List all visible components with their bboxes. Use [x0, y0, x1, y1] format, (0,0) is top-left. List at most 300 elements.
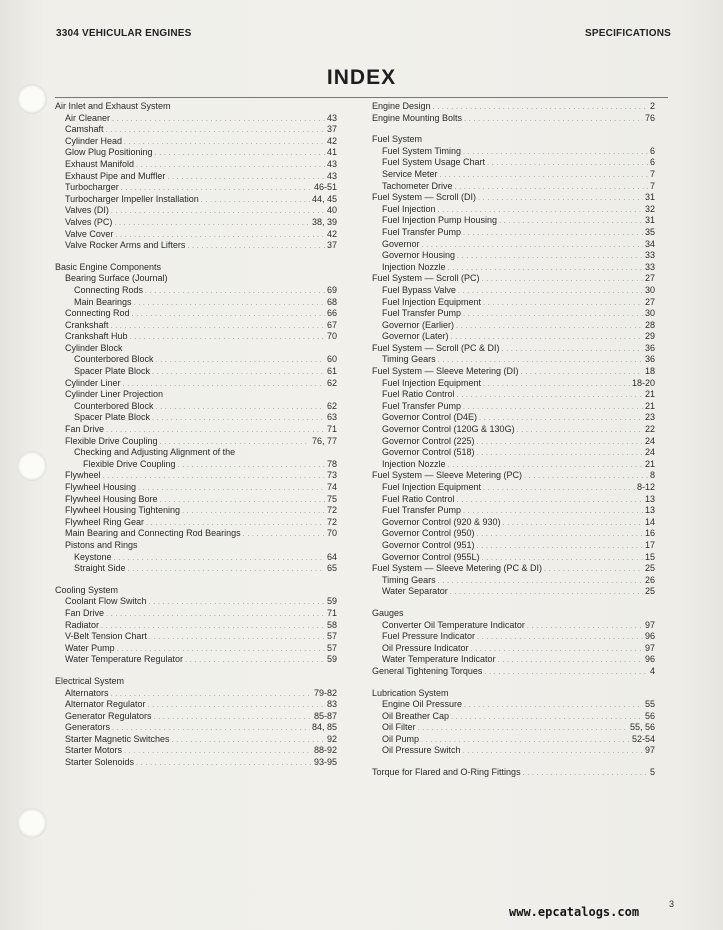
- index-entry-page: 33: [644, 261, 655, 272]
- index-entry[interactable]: [372, 745, 655, 757]
- index-entry[interactable]: [55, 494, 337, 506]
- section-gap: [372, 124, 655, 134]
- index-entry-label: Water Temperature Indicator: [382, 654, 496, 665]
- index-entry[interactable]: [55, 297, 337, 309]
- section-gap: [55, 252, 337, 262]
- index-entry-label: Fuel Transfer Pump: [382, 505, 462, 516]
- index-entry[interactable]: [55, 654, 337, 666]
- index-entry[interactable]: [55, 182, 337, 194]
- index-entry-page: 34: [644, 238, 655, 249]
- index-entry-label: Cylinder Liner: [65, 377, 121, 388]
- index-entry-label: Coolant Flow Switch: [65, 596, 147, 607]
- index-entry[interactable]: [55, 217, 337, 229]
- index-entry-page: 55, 56: [629, 722, 655, 733]
- index-entry[interactable]: [372, 389, 655, 401]
- index-entry-page: 43: [326, 112, 337, 123]
- index-entry[interactable]: [55, 447, 337, 459]
- index-entry-label: Oil Pump: [382, 733, 420, 744]
- index-entry[interactable]: [372, 331, 655, 343]
- index-entry-page: 40: [326, 205, 337, 216]
- index-section-entry[interactable]: [372, 608, 655, 620]
- index-entry-label: Governor Control (950): [382, 528, 475, 539]
- index-entry-page: 62: [326, 377, 337, 388]
- index-entry-label: Fuel Transfer Pump: [382, 400, 462, 411]
- index-entry-label: Air Inlet and Exhaust System: [55, 101, 171, 111]
- index-entry[interactable]: [55, 528, 337, 540]
- index-entry-label: Bearing Surface (Journal): [65, 273, 168, 284]
- index-entry-label: Turbocharger Impeller Installation: [65, 193, 199, 204]
- index-entry[interactable]: [372, 517, 655, 529]
- index-entry-page: 18: [644, 366, 655, 377]
- index-entry-page: 57: [326, 631, 337, 642]
- index-entry[interactable]: [55, 320, 337, 332]
- index-entry-label: Governor Control (518): [382, 447, 475, 458]
- index-entry-label: Fuel Injection Equipment: [382, 482, 482, 492]
- index-entry[interactable]: [372, 494, 655, 506]
- index-entry-label: Flywheel Housing Tightening: [65, 505, 181, 516]
- index-section-entry[interactable]: [372, 666, 655, 678]
- index-entry-label: Electrical System: [55, 675, 125, 686]
- index-entry[interactable]: [55, 505, 337, 517]
- index-entry-page: 60: [326, 354, 337, 365]
- index-entry[interactable]: [55, 113, 337, 125]
- index-entry[interactable]: [55, 734, 337, 746]
- index-entry-page: 61: [326, 366, 337, 377]
- index-entry-label: Engine Mounting Bolts: [372, 112, 463, 123]
- index-entry[interactable]: [372, 262, 655, 274]
- index-section-entry[interactable]: [372, 101, 655, 113]
- index-entry-page: 74: [326, 482, 337, 492]
- index-entry[interactable]: [55, 285, 337, 297]
- index-entry-label: Torque for Flared and O-Ring Fittings: [372, 767, 521, 778]
- index-entry-page: 79-82: [313, 687, 337, 698]
- index-entry[interactable]: [372, 308, 655, 320]
- index-entry-page: 41: [326, 147, 337, 158]
- index-entry[interactable]: [55, 273, 337, 285]
- index-entry-label: Fuel System — Sleeve Metering (PC): [372, 470, 523, 481]
- index-entry-page: 37: [326, 240, 337, 251]
- index-entry[interactable]: [55, 229, 337, 241]
- index-section-entry[interactable]: [372, 563, 655, 575]
- dot-leader: [185, 654, 325, 667]
- index-entry-label: Exhaust Pipe and Muffler: [65, 170, 166, 181]
- index-entry[interactable]: [372, 354, 655, 366]
- index-entry-label: V-Belt Tension Chart: [65, 631, 147, 642]
- index-section-entry[interactable]: [55, 585, 337, 597]
- index-entry-label: Exhaust Manifold: [65, 158, 135, 169]
- index-entry[interactable]: [55, 205, 337, 217]
- index-entry-page: 31: [644, 215, 655, 226]
- index-entry-label: Governor (Later): [382, 331, 449, 342]
- index-entry-label: Keystone: [74, 551, 112, 562]
- binder-hole-middle: [17, 451, 47, 481]
- index-entry[interactable]: [55, 194, 337, 206]
- index-entry-page: 56: [644, 710, 655, 721]
- index-entry-page: 8: [649, 470, 655, 481]
- index-entry-label: Flexible Drive Coupling: [65, 435, 158, 446]
- index-entry-label: Alternator Regulator: [65, 699, 146, 710]
- index-entry-label: Valve Cover: [65, 228, 114, 239]
- index-entry[interactable]: [372, 734, 655, 746]
- index-entry-page: 18-20: [631, 377, 655, 388]
- index-entry[interactable]: [372, 586, 655, 598]
- index-entry-page: 16: [644, 528, 655, 539]
- index-entry[interactable]: [55, 482, 337, 494]
- index-entry-page: 5: [649, 767, 655, 778]
- index-entry-label: Turbocharger: [65, 182, 119, 193]
- index-entry-page: 24: [644, 435, 655, 446]
- index-entry[interactable]: [372, 711, 655, 723]
- index-entry[interactable]: [55, 147, 337, 159]
- index-entry-label: Fuel Ratio Control: [382, 389, 455, 400]
- index-entry-label: Governor (Earlier): [382, 319, 455, 330]
- index-entry[interactable]: [55, 354, 337, 366]
- index-entry-label: Fuel System: [372, 134, 423, 145]
- index-entry[interactable]: [55, 171, 337, 183]
- index-entry-page: 21: [644, 458, 655, 469]
- index-entry[interactable]: [372, 505, 655, 517]
- section-gap: [372, 598, 655, 608]
- index-entry-label: Connecting Rods: [74, 284, 144, 295]
- index-entry[interactable]: [55, 620, 337, 632]
- index-entry[interactable]: [372, 424, 655, 436]
- index-entry[interactable]: [372, 699, 655, 711]
- index-entry-page: 2: [649, 101, 655, 111]
- dot-leader: [463, 745, 643, 758]
- index-entry[interactable]: [372, 482, 655, 494]
- index-entry[interactable]: [55, 366, 337, 378]
- index-entry[interactable]: [372, 447, 655, 459]
- index-entry-page: 22: [644, 424, 655, 435]
- index-entry[interactable]: [55, 401, 337, 413]
- index-entry[interactable]: [55, 136, 337, 148]
- index-entry-page: 71: [326, 424, 337, 435]
- index-entry-label: Governor Control (955L): [382, 551, 480, 562]
- index-entry-label: Fan Drive: [65, 424, 105, 435]
- index-entry[interactable]: [55, 688, 337, 700]
- index-entry[interactable]: [55, 608, 337, 620]
- index-entry[interactable]: [55, 331, 337, 343]
- dot-leader: [128, 563, 325, 576]
- index-entry[interactable]: [55, 631, 337, 643]
- index-entry-page: 72: [326, 516, 337, 527]
- index-entry-page: 70: [326, 331, 337, 342]
- index-entry-page: 46-51: [313, 182, 337, 193]
- index-entry-page: 42: [326, 228, 337, 239]
- index-entry-label: Flywheel Housing Bore: [65, 493, 158, 504]
- index-entry-page: 97: [644, 619, 655, 630]
- index-entry-page: 57: [326, 642, 337, 653]
- index-entry-label: Camshaft: [65, 124, 104, 135]
- index-entry[interactable]: [55, 424, 337, 436]
- dot-leader: [187, 240, 325, 253]
- index-entry-page: 4: [649, 665, 655, 676]
- index-entry-page: 33: [644, 250, 655, 261]
- index-entry-label: Fuel System — Sleeve Metering (PC & DI): [372, 563, 543, 574]
- index-entry-label: Injection Nozzle: [382, 458, 446, 469]
- index-entry[interactable]: [55, 470, 337, 482]
- index-entry-page: 21: [644, 400, 655, 411]
- index-entry-page: 44, 45: [311, 193, 337, 204]
- index-entry[interactable]: [55, 389, 337, 401]
- index-entry-label: Fuel Transfer Pump: [382, 226, 462, 237]
- index-entry[interactable]: [372, 239, 655, 251]
- index-entry-label: Counterbored Block: [74, 354, 154, 365]
- index-entry-page: 75: [326, 493, 337, 504]
- index-entry-label: Valves (DI): [65, 205, 109, 216]
- index-entry-page: 13: [644, 505, 655, 516]
- index-entry-label: Starter Magnetic Switches: [65, 733, 170, 744]
- index-entry-label: Fuel Injection: [382, 203, 436, 214]
- index-entry-label: Water Temperature Regulator: [65, 654, 184, 665]
- index-entry-page: 30: [644, 284, 655, 295]
- index-entry-label: General Tightening Torques: [372, 665, 483, 676]
- index-section-entry[interactable]: [372, 113, 655, 125]
- index-entry[interactable]: [55, 159, 337, 171]
- index-entry-page: 83: [326, 699, 337, 710]
- index-entry-label: Fuel Injection Equipment: [382, 377, 482, 388]
- index-entry-page: 25: [644, 586, 655, 597]
- index-entry[interactable]: [55, 540, 337, 552]
- watermark-text[interactable]: www.epcatalogs.com: [509, 905, 640, 919]
- index-section-entry[interactable]: [55, 676, 337, 688]
- index-entry[interactable]: [55, 711, 337, 723]
- index-entry[interactable]: [372, 215, 655, 227]
- index-entry[interactable]: [55, 343, 337, 355]
- index-section-entry[interactable]: [372, 192, 655, 204]
- index-entry-label: Engine Design: [372, 101, 431, 111]
- index-entry-label: Flywheel: [65, 470, 101, 481]
- index-entry-page: 71: [326, 607, 337, 618]
- index-entry-label: Fuel Ratio Control: [382, 493, 455, 504]
- dot-leader: [523, 767, 648, 780]
- index-entry[interactable]: [372, 643, 655, 655]
- index-entry[interactable]: [372, 169, 655, 181]
- index-entry-page: 93-95: [313, 757, 337, 768]
- index-entry[interactable]: [55, 563, 337, 575]
- index-entry-label: Fuel Injection Pump Housing: [382, 215, 498, 226]
- index-entry-label: Fuel System Usage Chart: [382, 157, 486, 168]
- index-entry-page: 76, 77: [311, 435, 337, 446]
- index-section-entry[interactable]: [372, 134, 655, 146]
- index-entry[interactable]: [372, 378, 655, 390]
- index-entry-page: 64: [326, 551, 337, 562]
- index-entry[interactable]: [55, 240, 337, 252]
- index-entry-label: Crankshaft: [65, 319, 109, 330]
- index-entry-page: 6: [649, 157, 655, 168]
- index-entry-label: Fan Drive: [65, 607, 105, 618]
- index-entry[interactable]: [55, 308, 337, 320]
- dot-leader: [136, 757, 312, 770]
- section-gap: [372, 757, 655, 767]
- index-entry-label: Injection Nozzle: [382, 261, 446, 272]
- index-entry-page: 24: [644, 447, 655, 458]
- index-entry-label: Starter Motors: [65, 745, 123, 756]
- index-entry-label: Flywheel Housing: [65, 482, 137, 492]
- index-entry-label: Starter Solenoids: [65, 757, 135, 768]
- index-entry-label: Fuel Bypass Valve: [382, 284, 456, 295]
- index-entry[interactable]: [372, 227, 655, 239]
- index-entry-page: 31: [644, 192, 655, 203]
- index-column-left: [55, 101, 337, 769]
- index-entry-label: Connecting Rod: [65, 308, 130, 319]
- index-entry[interactable]: [372, 722, 655, 734]
- index-entry-label: Spacer Plate Block: [74, 366, 151, 377]
- index-entry[interactable]: [372, 654, 655, 666]
- index-entry-page: 17: [644, 539, 655, 550]
- index-entry-page: 23: [644, 412, 655, 423]
- index-entry-page: 7: [649, 180, 655, 191]
- index-entry-label: Governor Housing: [382, 250, 456, 261]
- section-gap: [55, 666, 337, 676]
- index-entry-label: Engine Oil Pressure: [382, 699, 463, 710]
- index-entry-page: 35: [644, 226, 655, 237]
- binder-hole-top: [17, 84, 47, 114]
- index-entry-label: Governor Control (920 & 930): [382, 516, 501, 527]
- index-entry-label: Oil Pressure Switch: [382, 745, 461, 756]
- index-entry[interactable]: [372, 412, 655, 424]
- index-entry-label: Fuel Transfer Pump: [382, 308, 462, 319]
- index-entry[interactable]: [372, 181, 655, 193]
- index-entry-label: Counterbored Block: [74, 400, 154, 411]
- index-section-entry[interactable]: [372, 366, 655, 378]
- index-entry-page: 96: [644, 654, 655, 665]
- index-entry-page: 58: [326, 619, 337, 630]
- index-entry[interactable]: [372, 204, 655, 216]
- index-entry-page: 84, 85: [311, 722, 337, 733]
- index-entry-label: Alternators: [65, 687, 109, 698]
- index-entry-label: Governor: [382, 238, 420, 249]
- page-number: 3: [668, 899, 674, 909]
- index-entry[interactable]: [55, 124, 337, 136]
- index-entry-label: Valves (PC): [65, 216, 113, 227]
- index-entry-page: 76: [644, 112, 655, 123]
- index-entry-page: 97: [644, 642, 655, 653]
- index-section-entry[interactable]: [372, 273, 655, 285]
- index-entry[interactable]: [55, 552, 337, 564]
- index-section-entry[interactable]: [372, 767, 655, 779]
- index-entry[interactable]: [55, 517, 337, 529]
- index-entry-page: 36: [644, 342, 655, 353]
- section-gap: [372, 678, 655, 688]
- index-entry-page: 73: [326, 470, 337, 481]
- index-entry-label: Flexible Drive Coupling: [83, 458, 176, 469]
- index-entry[interactable]: [372, 575, 655, 587]
- index-entry[interactable]: [55, 436, 337, 448]
- index-entry[interactable]: [55, 378, 337, 390]
- index-entry-label: Generator Regulators: [65, 710, 152, 721]
- index-entry-label: Spacer Plate Block: [74, 412, 151, 423]
- index-entry-label: Governor Control (D4E): [382, 412, 478, 423]
- index-entry-page: 92: [326, 733, 337, 744]
- index-entry[interactable]: [372, 620, 655, 632]
- index-entry-label: Basic Engine Components: [55, 261, 162, 272]
- index-entry[interactable]: [55, 745, 337, 757]
- index-entry-label: Flywheel Ring Gear: [65, 516, 145, 527]
- index-entry[interactable]: [55, 643, 337, 655]
- index-entry-label: Air Cleaner: [65, 112, 111, 123]
- index-entry-label: Oil Pressure Indicator: [382, 642, 469, 653]
- header-manual-title: 3304 VEHICULAR ENGINES: [56, 28, 192, 39]
- index-entry-page: 8-12: [636, 482, 655, 492]
- index-entry[interactable]: [372, 631, 655, 643]
- index-entry-label: Radiator: [65, 619, 100, 630]
- index-entry-page: 62: [326, 400, 337, 411]
- index-entry[interactable]: [55, 722, 337, 734]
- header-section-title: SPECIFICATIONS: [585, 28, 671, 39]
- index-entry[interactable]: [372, 146, 655, 158]
- index-section-entry[interactable]: [372, 688, 655, 700]
- index-entry[interactable]: [372, 401, 655, 413]
- index-entry-label: Main Bearing and Connecting Rod Bearings: [65, 528, 241, 539]
- index-entry-page: 21: [644, 389, 655, 400]
- index-entry[interactable]: [372, 297, 655, 309]
- index-entry-label: Cylinder Liner Projection: [65, 389, 164, 400]
- index-entry[interactable]: [372, 320, 655, 332]
- index-entry[interactable]: [372, 552, 655, 564]
- index-entry-label: Crankshaft Hub: [65, 331, 128, 342]
- index-entry-label: Fuel System — Sleeve Metering (DI): [372, 366, 519, 377]
- index-entry[interactable]: [372, 250, 655, 262]
- index-entry-label: Generators: [65, 722, 111, 733]
- index-entry-page: 72: [326, 505, 337, 516]
- index-entry-page: 32: [644, 203, 655, 214]
- index-entry[interactable]: [55, 412, 337, 424]
- index-entry-label: Fuel Injection Equipment: [382, 296, 482, 307]
- index-entry-label: Fuel System — Scroll (PC & DI): [372, 342, 500, 353]
- index-section-entry[interactable]: [55, 101, 337, 113]
- index-section-entry[interactable]: [55, 262, 337, 274]
- index-entry-label: Service Meter: [382, 168, 438, 179]
- title-divider: [55, 97, 668, 98]
- index-entry-label: Main Bearings: [74, 296, 132, 307]
- index-entry[interactable]: [372, 459, 655, 471]
- index-entry-label: Water Separator: [382, 586, 448, 597]
- index-entry-label: Governor Control (225): [382, 435, 475, 446]
- index-entry-label: Cylinder Block: [65, 342, 123, 353]
- index-entry[interactable]: [372, 157, 655, 169]
- index-entry-label: Oil Filter: [382, 722, 416, 733]
- index-entry-label: Lubrication System: [372, 687, 449, 698]
- index-entry[interactable]: [55, 459, 337, 471]
- index-section-entry[interactable]: [372, 470, 655, 482]
- index-entry-label: Governor Control (951): [382, 539, 475, 550]
- index-entry[interactable]: [372, 540, 655, 552]
- index-entry-page: 88-92: [313, 745, 337, 756]
- index-entry[interactable]: [372, 436, 655, 448]
- index-entry-page: 66: [326, 308, 337, 319]
- index-entry[interactable]: [372, 528, 655, 540]
- dot-leader: [243, 528, 325, 541]
- index-entry-page: 63: [326, 412, 337, 423]
- index-entry-page: 7: [649, 168, 655, 179]
- index-entry-page: 28: [644, 319, 655, 330]
- index-entry-label: Converter Oil Temperature Indicator: [382, 619, 525, 630]
- index-entry-page: 59: [326, 654, 337, 665]
- index-entry-label: Fuel System — Scroll (PC): [372, 273, 480, 284]
- index-entry-page: 43: [326, 170, 337, 181]
- index-entry-label: Oil Breather Cap: [382, 710, 450, 721]
- index-entry-label: Glow Plug Positioning: [65, 147, 153, 158]
- index-entry-label: Valve Rocker Arms and Lifters: [65, 240, 186, 251]
- index-entry-page: 85-87: [313, 710, 337, 721]
- index-entry[interactable]: [372, 285, 655, 297]
- index-entry[interactable]: [55, 596, 337, 608]
- index-entry[interactable]: [55, 699, 337, 711]
- index-entry[interactable]: [55, 757, 337, 769]
- index-section-entry[interactable]: [372, 343, 655, 355]
- binder-hole-bottom: [17, 808, 47, 838]
